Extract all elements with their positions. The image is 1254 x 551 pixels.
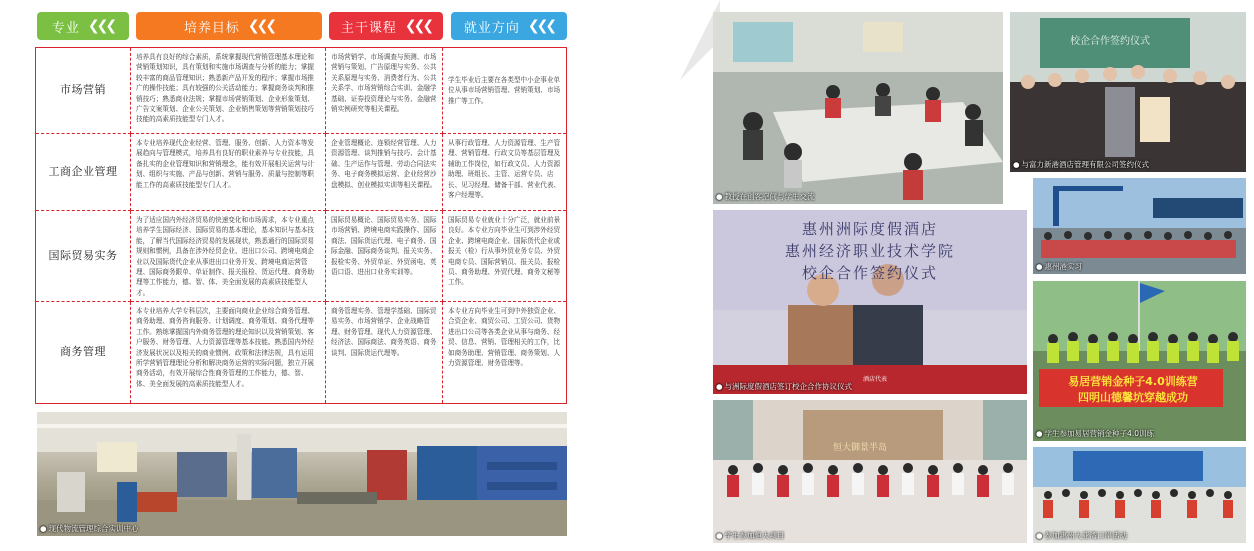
port-illustration (1033, 178, 1246, 274)
photo-caption: ● 惠州港实习 (1036, 262, 1083, 271)
photo-caption-text: 参加惠州大亚湾口岸活动 (1044, 531, 1128, 540)
photo-jinzhongzi-training (1033, 281, 1246, 441)
tab-major (37, 12, 129, 40)
photo-huizhou-port (1033, 178, 1246, 274)
tab-direction (451, 12, 567, 40)
main-courses: 市场营销学、市场调查与预测、市场营销与策划、广告原理与实务、公共关系原理与实务、消费者行为、公共关系学、市场营销综合实训、金融学基础、证券投资理论与实务、金融营销实例研究等相关课程。 (326, 48, 443, 134)
main-courses: 商务管理实务、管理学基础、国际贸易实务、市场营销学、企业战略管理、财务管理、现代人力资源管理、经济法、国际商法、商务英语、商务谈判、国际货运代理等。 (326, 302, 443, 403)
career-direction: 本专业方向毕业生可到中外独资企业、合资企业、商贸公司、工贸公司、货物进出口公司等各类企业从事与商务、经贸、信息、营销、管理相关的工作，比如商务助理、营销管理、商务策划、人力资源管理、财务管理等。 (448, 307, 561, 368)
major-name: 工商企业管理 (36, 134, 131, 211)
career-direction-text: 学生毕业后主要在各类型中小企事业单位从事市场营销管理、营销策划、市场推广等工作。 (448, 75, 561, 105)
photo-caption: ● 与富力新港酒店管理有限公司签约仪式 (1013, 160, 1150, 169)
photo-evergrande-project (713, 400, 1027, 543)
photo-caption: ● 与洲际度假酒店签订校企合作协议仪式 (716, 382, 853, 391)
photo-intercontinental-signing (713, 210, 1027, 394)
tab-courses-label: 主干课程 (340, 20, 397, 36)
banner-line-1: 易居营销金种子4.0训练营 (1068, 375, 1198, 388)
photo-caption: ● 参加惠州大亚湾口岸活动 (1036, 531, 1128, 540)
tab-courses (329, 12, 443, 40)
signing-title-sign: 校企合作签约仪式 (801, 264, 938, 282)
classroom-illustration (713, 12, 1003, 204)
training-goal: 培养具有良好的综合素质，系统掌握现代营销管理基本理论和营销策划知识，具有策划和实施市场调查与分析的能力；掌握较丰富的商品管理知识；熟悉新产品开发的程序；掌握市场推广的操作技能；具有较强的公关活动能力；掌握商务谈判和推销技巧；熟悉商业法规；掌握市场营销策划、企业形象策划、广告文案策划、企业公关策划、企业销售策划等营销策划技巧技能的高素质技能型专门人才。 (131, 48, 326, 134)
career-direction: 国际贸易专业就业十分广泛，就业前景良好。本专业方向毕业生可到涉外经贸企业、跨境电商企业、国际货代企业或报关（检）行从事外贸业务专员、外贸电商专员、国际营销员、报关员、报检员、商务助理、外贸代理、商务文秘等工作。 (443, 211, 566, 302)
tab-goal-label: 培养目标 (183, 20, 240, 36)
photo-caption-text: 学生参加易居营销金种子4.0训练 (1044, 429, 1154, 438)
chevron-left-icon: ❮❮❮ (87, 18, 115, 34)
photo-caption-text: 与洲际度假酒店签订校企合作协议仪式 (724, 382, 853, 391)
main-courses: 企业管理概论、连锁经营管理、人力资源管理、谈判推销与技巧、会计基础、生产运作与管理、劳动合同法实务、电子商务模拟运营、企业经营沙盘模拟、创业模拟实训等相关课程。 (326, 134, 443, 211)
photo-caption-text: 与富力新港酒店管理有限公司签约仪式 (1021, 160, 1150, 169)
building-sign: 恒大御景半岛 (833, 443, 888, 453)
photo-maker-space (713, 12, 1003, 204)
chevron-left-icon: ❮❮❮ (527, 18, 555, 34)
college-name-sign: 惠州经济职业技术学院 (784, 242, 955, 260)
left-page (0, 0, 600, 551)
port-group-illustration (1033, 447, 1246, 543)
major-name: 国际贸易实务 (36, 211, 131, 302)
major-name: 商务管理 (36, 302, 131, 403)
career-direction: 从事行政管理、人力资源管理、生产管理、营销管理、行政文员等基层管理及辅助工作岗位，如行政文员、人力资源助理、班组长、主管、运营专员、店长、见习经理、储备干部、营业代表、客户经理等。 (443, 134, 566, 211)
hotel-name-sign: 惠州洲际度假酒店 (801, 220, 938, 238)
tab-major-label: 专业 (51, 20, 80, 36)
warehouse-illustration (37, 412, 567, 536)
training-goal: 本专业培养现代企业经营、管理、服务、创新、人力资本等发展趋向与管理模式，培养具有良好的职业素养与专业技能，具备扎实的企业管理知识和营销理念，能有效开展相关运营与计划、组织与实施、产品与创新、营销与服务、质量与控制等职能工作的高素质技能型专门人才。 (131, 134, 326, 211)
page-fold-decoration (600, 0, 720, 90)
training-goal: 本专业培养大学专科层次，主要面向商业企业综合商务管理、商务助理、商务咨询服务、计划调度、商务策划、商务代理等工作。熟练掌握国内外商务管理的理论知识以及营销策划、客户服务、财务管理、人力资源管理等基本技能。熟悉国内外经济发展状况以及相关的商业惯例、政策和法律法规，具有运用所学营销管理理论分析和解决商务运营的实际问题，独立开展商务活动，有效开展综合性商务管理的工作能力，德、智、体、美全面发展的高素质技能型人才。 (131, 302, 326, 403)
program-table (35, 47, 567, 404)
podium-sign: 酒店代表 (863, 376, 888, 383)
photo-caption-text: 教授在创客空间与学生交流 (724, 192, 815, 201)
training-goal: 为了适应国内外经济贸易的快速变化和市场需求，本专业重点培养学生国际经济、国际贸易的基本理论，基本知识与基本技能，了解当代国际经济贸易的发展现状，熟悉通行的国际贸易规则和惯例，具备在涉外经贸企业、进出口公司、跨境电商企业以及国际货代企业从事进出口业务开发、跨境电商运营管理、国际商务跟单、单证制作、报关报检、货运代理、商务助理等工作能力，德、智、体、美全面发展的高素质技能型人才。 (131, 211, 326, 302)
outdoor-group-illustration (1033, 281, 1246, 441)
banner-line-2: 四明山德馨坑穿越成功 (1078, 391, 1188, 404)
photo-caption: ● 学生参加易居营销金种子4.0训练 (1036, 429, 1154, 438)
main-courses: 国际贸易概论、国际贸易实务、国际市场营销、跨境电商实践操作、国际商法、国际货运代理、电子商务、国际金融、国际商务谈判、报关实务、报检实务、外贸单证、外贸函电、英语口语、进出口业务实训等。 (326, 211, 443, 302)
ceremony-title: 校企合作签约仪式 (1070, 36, 1150, 47)
group-building-illustration (713, 400, 1027, 543)
photo-caption-text: 惠州港实习 (1044, 262, 1083, 271)
logistics-training-center-photo (37, 412, 567, 536)
photo-dayawan-port (1033, 447, 1246, 543)
photo-caption: ● 现代物流管理综合实训中心 (40, 524, 139, 533)
photo-caption: ● 学生参加恒大项目 (716, 531, 785, 540)
chevron-left-icon: ❮❮❮ (247, 18, 275, 34)
photo-caption: ● 教授在创客空间与学生交流 (716, 192, 815, 201)
tab-goal (136, 12, 322, 40)
photo-fuli-signing (1010, 12, 1246, 172)
major-name: 市场营销 (36, 48, 131, 134)
photo-caption-text: 学生参加恒大项目 (724, 531, 785, 540)
chevron-left-icon: ❮❮❮ (404, 18, 432, 34)
career-direction (443, 48, 566, 134)
photo-caption-text: 现代物流管理综合实训中心 (48, 524, 139, 533)
tab-direction-label: 就业方向 (463, 20, 520, 36)
